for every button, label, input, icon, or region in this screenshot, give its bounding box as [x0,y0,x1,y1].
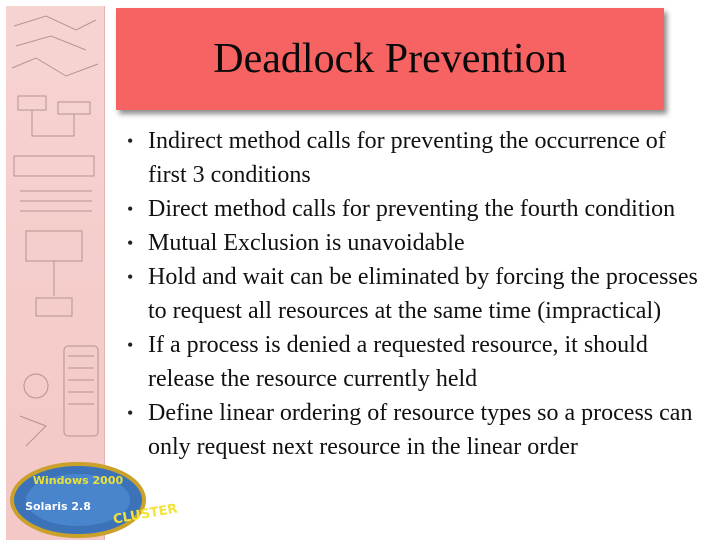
bullet-item [124,260,704,328]
bullet-text: If a process is denied a requested resource, it should release the resource currently held [148,332,648,392]
bullet-dot-icon: • [127,199,134,219]
bullet-text: Define linear ordering of resource types so a process can only request next resource in the linear order [148,400,693,460]
bullet-list [124,124,704,464]
badge-line-3: CLUSTER [112,501,179,528]
bullet-dot-icon: • [127,131,134,151]
bullet-text: Direct method calls for preventing the fourth condition [148,196,676,222]
bullet-item [124,396,704,464]
badge-line-1: Windows 2000 [32,474,124,487]
title-box [116,8,664,110]
bullet-dot-icon: • [127,335,134,355]
bullet-text: Mutual Exclusion is unavoidable [148,230,465,256]
bullet-item [124,226,704,260]
bullet-text: Hold and wait can be eliminated by forcing the processes to request all resources at the same time (impractical) [148,264,698,324]
bullet-item [124,192,704,226]
bullet-dot-icon: • [127,267,134,287]
bullet-dot-icon: • [127,403,134,423]
badge-line-2: Solaris 2.8 [25,500,91,513]
slide-title: Deadlock Prevention [213,36,567,82]
bullet-dot-icon: • [127,233,134,253]
os-logo-badge [8,456,198,545]
bullet-item [124,328,704,396]
bullet-text: Indirect method calls for preventing the occurrence of first 3 conditions [148,128,666,188]
bullet-item [124,124,704,192]
